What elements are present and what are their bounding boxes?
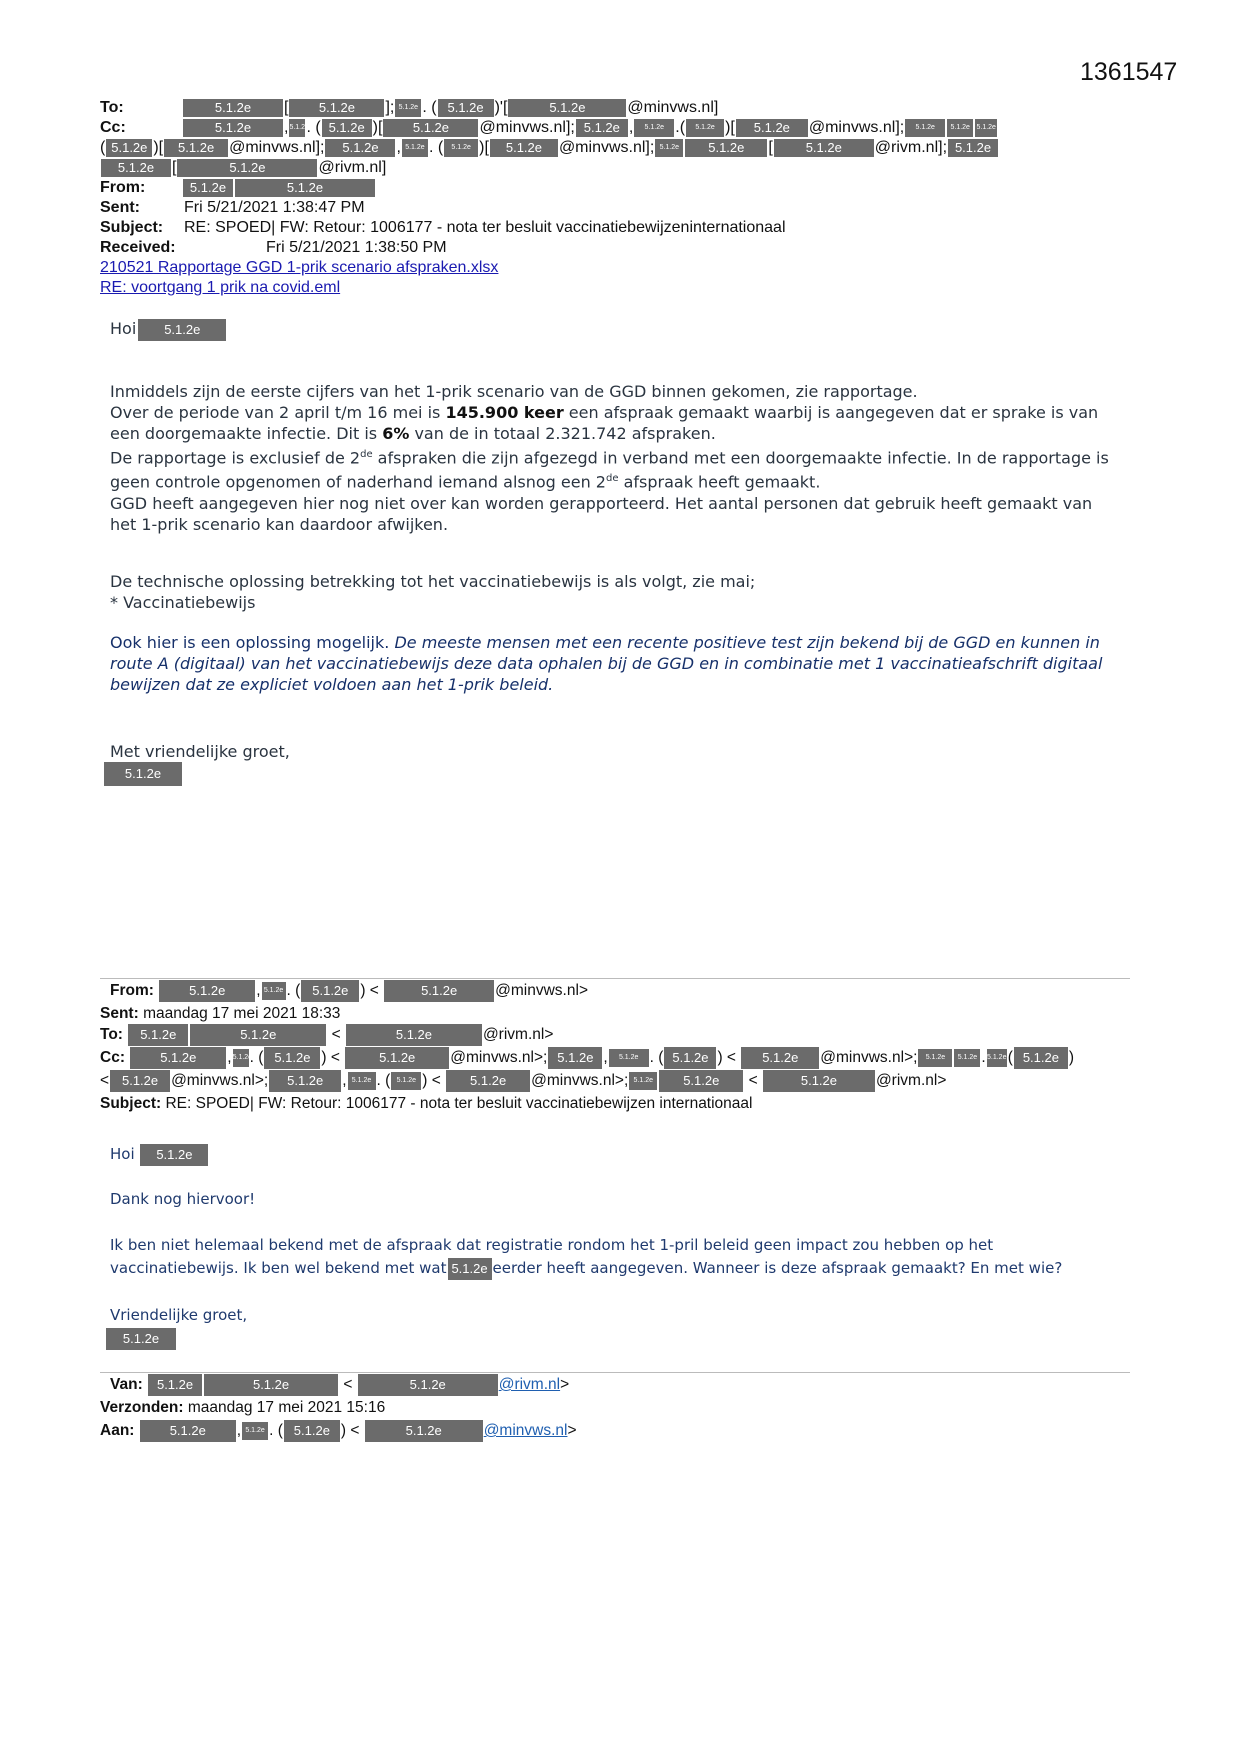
minvws-domain: @minvws.nl [627,99,714,116]
redaction: 5.1.2e [190,1024,326,1046]
rivm-domain: @rivm.nl [318,159,382,176]
redaction: 5.1.2e [183,119,283,137]
redaction: 5.1.2e [741,1047,819,1069]
redaction: 5.1.2e [444,139,478,157]
body-text: * Vaccinatiebewijs [110,593,256,612]
redaction: 5.1.2e [576,119,628,137]
redaction: 5.1.2e [140,1420,236,1442]
redaction: 5.1.2e [736,119,808,137]
redaction: 5.1.2e [284,1420,340,1442]
greeting-text: Hoi [110,319,137,338]
email1-to-line: To: 5.1.2e [ 5.1.2e ]; 5.1.2e . ( 5.1.2e )'[ 5.1.2e @minvws.nl] [100,99,719,116]
subject-label: Subject: [100,1095,162,1112]
email1-cc-line: Cc: 5.1.2e ,5.1.2e. ( 5.1.2e )[ 5.1.2e @minvws.nl]; 5.1.2e , 5.1.2e .( 5.1.2e )[ 5.1.2e @minvws.nl]; 5.1.2e 5.1.2e 5.1.2e [100,119,996,136]
redaction: 5.1.2e [345,1047,449,1069]
rivm-email-link[interactable]: @rivm.nl [498,1376,561,1394]
redaction: 5.1.2e [954,1049,980,1067]
email2-cc-line: Cc: 5.1.2e ,5.1.2e. ( 5.1.2e ) < 5.1.2e @minvws.nl>; 5.1.2e , 5.1.2e . ( 5.1.2e ) < 5.1.2e @minvws.nl>; 5.1.2e 5.1.2e .5.1.2e( 5.1.2e ) [100,1047,1074,1069]
closing-text: Met vriendelijke groet, [110,742,290,761]
redaction: 5.1.2e [183,99,283,117]
van-label: Van: [110,1376,143,1394]
redaction: 5.1.2e [101,159,171,177]
email2-subject-line [100,1093,753,1115]
redaction: 5.1.2e [763,1070,875,1092]
redaction: 5.1.2e [987,1049,1007,1067]
separator-line [100,978,1130,979]
subject-value: RE: SPOED| FW: Retour: 1006177 - nota ter besluit vaccinatiebewijzen internationaal [165,1095,753,1112]
email1-received-line [100,238,447,258]
redaction: 5.1.2e [664,1047,716,1069]
sent-label: Sent: [100,1005,139,1022]
attachment-eml[interactable] [100,278,340,298]
redaction: 5.1.2e [918,1049,952,1067]
minvws-domain: @minvws.nl [495,982,579,1000]
rivm-domain: @rivm.nl [875,1072,938,1090]
body-text-italic: De meeste mensen met een recente positieve test zijn bekend bij de GGD en kunnen in route A (digitaal) van het vaccinatiebewijs deze data ophalen bij de GGD en in combinatie met 1 vaccinatieafschrift digitaal bewijzen dat ze expliciet voldoen aan het 1-prik beleid. [110,633,1103,694]
email2-from-line: From: 5.1.2e , 5.1.2e . ( 5.1.2e ) < 5.1.2e @minvws.nl> [110,980,588,1002]
redaction: 5.1.2e [104,762,182,786]
sent-value: maandag 17 mei 2021 18:33 [143,1005,341,1022]
minvws-domain: @minvws.nl [171,1072,255,1090]
redaction: 5.1.2e [348,1072,376,1090]
redaction: 5.1.2e [289,99,384,117]
redaction: 5.1.2e [947,119,973,137]
email1-paragraph-2 [110,571,1120,613]
redaction: 5.1.2e [365,1420,483,1442]
email1-cc-line-2: ( 5.1.2e )[ 5.1.2e @minvws.nl]; 5.1.2e , 5.1.2e . ( 5.1.2e )[ 5.1.2e @minvws.nl]; 5.1.2e 5.1.2e [ 5.1.2e @rivm.nl]; 5.1.2e [100,138,999,158]
redaction: 5.1.2e [106,139,152,157]
subject-label: Subject: [100,219,164,236]
minvws-domain: @minvws.nl [558,139,646,156]
redaction: 5.1.2e [402,139,428,157]
redaction: 5.1.2e [106,1328,176,1350]
minvws-domain: @minvws.nl [229,139,316,156]
sent-value: Fri 5/21/2021 1:38:47 PM [184,199,365,216]
redaction: 5.1.2e [659,1070,743,1092]
redaction: 5.1.2e [391,1072,421,1090]
redaction: 5.1.2e [301,980,359,1002]
email2-paragraph-2: Ik ben niet helemaal bekend met de afspraak dat registratie rondom het 1-pril beleid geen impact zou hebben op het vaccinatiebewijs. Ik ben wel bekend met wat 5.1.2e eerder heeft aangegeven. Wanneer is deze afspraak gemaakt? En met wie? [110,1234,1120,1280]
redaction: 5.1.2e [975,119,997,137]
closing-text: Vriendelijke groet, [110,1306,248,1324]
email3-verzonden-line [100,1397,385,1419]
redaction: 5.1.2e [269,1070,341,1092]
redaction: 5.1.2e [446,1070,530,1092]
redaction: 5.1.2e [905,119,945,137]
email2-to-line: To: 5.1.2e 5.1.2e < 5.1.2e @rivm.nl> [100,1024,553,1046]
verzonden-value: maandag 17 mei 2021 15:16 [187,1399,386,1416]
redaction: 5.1.2e [686,119,724,137]
email2-sent-line [100,1003,340,1025]
from-label: From: [110,982,154,1000]
body-text: Ook hier is een oplossing mogelijk. [110,633,395,652]
redaction: 5.1.2e [774,139,874,157]
email1-paragraph-1 [110,381,1120,535]
redaction: 5.1.2e [322,119,372,137]
redaction: 5.1.2e [395,99,421,117]
to-label: To: [100,99,124,116]
rivm-domain: @rivm.nl [482,1026,545,1044]
to-label: To: [100,1026,123,1044]
email3-aan-line: Aan: 5.1.2e , 5.1.2e . ( 5.1.2e ) < 5.1.2e @minvws.nl> [100,1420,577,1442]
redaction: 5.1.2e [448,1258,492,1280]
aan-label: Aan: [100,1422,135,1440]
redaction: 5.1.2e [159,980,255,1002]
redaction: 5.1.2e [948,139,998,157]
email1-from-line [100,178,376,198]
redaction: 5.1.2e [177,159,317,177]
email1-subject-line [100,218,786,238]
redaction: 5.1.2e [242,1422,268,1440]
redaction: 5.1.2e [609,1049,649,1067]
attachment-link[interactable]: 210521 Rapportage GGD 1-prik scenario afspraken.xlsx [100,259,499,276]
attachment-link[interactable]: RE: voortgang 1 prik na covid.eml [100,279,341,296]
redaction: 5.1.2e [685,139,767,157]
cc-label: Cc: [100,1049,125,1067]
redaction: 5.1.2e [264,1047,320,1069]
email1-closing [110,741,1120,786]
received-value: Fri 5/21/2021 1:38:50 PM [266,239,447,256]
redaction: 5.1.2e [384,980,494,1002]
body-text: De rapportage is exclusief de 2de afspraken die zijn afgezegd in verband met een doorgemaakte infectie. In de rapportage is geen controle opgenomen of naderhand iemand alsnog een 2de afspraak heeft gemaakt. [110,448,1109,492]
redaction: 5.1.2e [128,1024,188,1046]
email1-cc-line-3: 5.1.2e [ 5.1.2e @rivm.nl] [100,158,386,178]
minvws-domain: @minvws.nl [450,1049,534,1067]
attachment-xlsx[interactable] [100,258,498,278]
redaction: 5.1.2e [262,982,286,1000]
minvws-email-link[interactable]: @minvws.nl [483,1422,568,1440]
redaction: 5.1.2e [1014,1047,1068,1069]
minvws-domain: @minvws.nl [808,119,896,136]
redaction: 5.1.2e [164,139,228,157]
cc-label: Cc: [100,119,126,136]
redaction: 5.1.2e [383,119,478,137]
minvws-domain: @minvws.nl [479,119,566,136]
greeting [110,318,1120,341]
email1-paragraph-3 [110,632,1120,695]
redaction: 5.1.2e [655,139,683,157]
minvws-domain: @minvws.nl [531,1072,615,1090]
verzonden-label: Verzonden: [100,1399,184,1416]
redaction: 5.1.2e [235,179,375,197]
email2-closing [110,1304,1120,1350]
separator-line [100,1372,1130,1373]
email2-greeting [110,1143,1120,1166]
redaction: 5.1.2e [140,1144,208,1166]
redaction: 5.1.2e [204,1374,338,1396]
redaction: 5.1.2e [634,119,674,137]
redaction: 5.1.2e [358,1374,498,1396]
body-text: Over de periode van 2 april t/m 16 mei is 145.900 keer een afspraak gemaakt waarbij is aangegeven dat er sprake is van een doorgemaakte infectie. Dit is 6% van de in totaal 2.321.742 afspraken. [110,403,1099,443]
redaction: 5.1.2e [289,119,305,137]
redaction: 5.1.2e [438,99,494,117]
redaction: 5.1.2e [548,1047,602,1069]
redaction: 5.1.2e [130,1047,226,1069]
email2-cc-line-2: < 5.1.2e @minvws.nl>; 5.1.2e , 5.1.2e . ( 5.1.2e ) < 5.1.2e @minvws.nl>; 5.1.2e 5.1.2e < 5.1.2e @rivm.nl> [100,1070,946,1092]
redaction: 5.1.2e [233,1049,249,1067]
redaction: 5.1.2e [325,139,395,157]
redaction: 5.1.2e [508,99,626,117]
body-text: Inmiddels zijn de eerste cijfers van het 1-prik scenario van de GGD binnen gekomen, zie rapportage. [110,382,918,401]
email3-van-line: Van: 5.1.2e 5.1.2e < 5.1.2e @rivm.nl> [110,1374,569,1396]
document-number: 1361547 [1080,58,1178,86]
redaction: 5.1.2e [346,1024,482,1046]
redaction: 5.1.2e [490,139,558,157]
email2-paragraph-1: Dank nog hiervoor! [110,1190,256,1208]
redaction: 5.1.2e [183,179,233,197]
sent-label: Sent: [100,199,140,216]
minvws-domain: @minvws.nl [820,1049,905,1067]
from-label: From: [100,179,146,196]
redaction: 5.1.2e [110,1070,170,1092]
email1-sent-line [100,198,365,218]
greeting-text: Hoi [110,1145,135,1163]
rivm-domain: @rivm.nl [874,139,939,156]
received-label: Received: [100,239,176,256]
body-text: De technische oplossing betrekking tot het vaccinatiebewijs is als volgt, zie mai; [110,572,756,591]
redaction: 5.1.2e [629,1072,657,1090]
subject-value: RE: SPOED| FW: Retour: 1006177 - nota ter besluit vaccinatiebewijzeninternationaal [184,219,786,236]
redaction: 5.1.2e [138,319,226,341]
body-text: GGD heeft aangegeven hier nog niet over kan worden gerapporteerd. Het aantal personen dat gebruik heeft gemaakt van het 1-prik scenario kan daardoor afwijken. [110,493,1093,534]
redaction: 5.1.2e [148,1374,202,1396]
